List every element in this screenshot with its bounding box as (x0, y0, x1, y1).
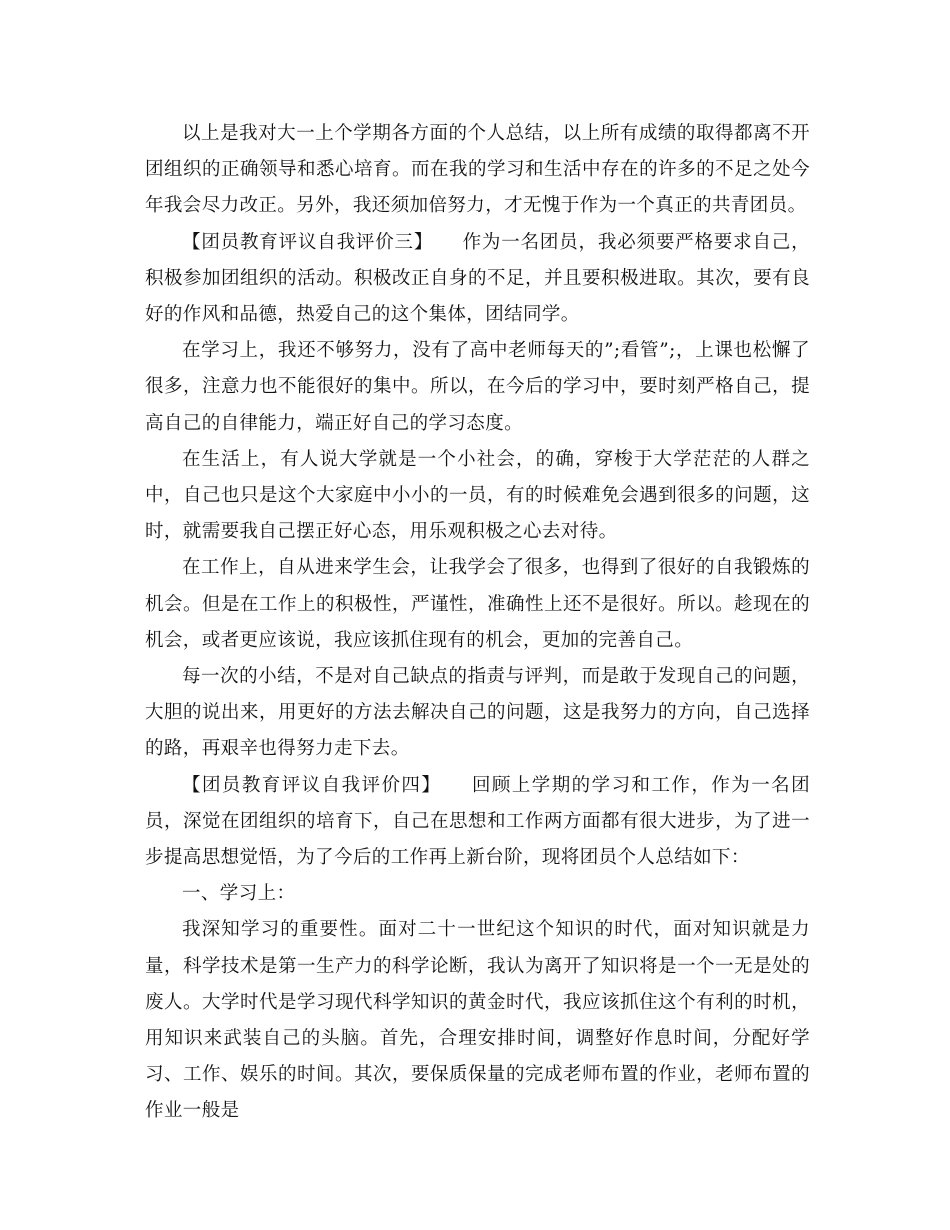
paragraph-summary-conclusion: 以上是我对大一上个学期各方面的个人总结，以上所有成绩的取得都离不开团组织的正确领导和悉心培育。而在我的学习和生活中存在的许多的不足之处今年我会尽力改正。另外，我还须加倍努力，才无愧于作为一个真正的共青团员。 (145, 123, 810, 217)
paragraph-study: 在学习上，我还不够努力，没有了高中老师每天的”;看管”;，上课也松懈了很多，注意力也不能很好的集中。所以，在今后的学习中，要时刻严格自己，提高自己的自律能力，端正好自己的学习态度。 (145, 340, 810, 434)
paragraph-self-evaluation-four: 【团员教育评议自我评价四】 回顾上学期的学习和工作，作为一名团员，深觉在团组织的培育下，自己在思想和工作两方面都有很大进步，为了进一步提高思想觉悟，为了今后的工作再上新台阶，现将团员个人总结如下： (145, 774, 810, 869)
paragraph-life: 在生活上，有人说大学就是一个小社会，的确，穿梭于大学茫茫的人群之中，自己也只是这个大家庭中小小的一员，有的时候难免会遇到很多的问题，这时，就需要我自己摆正好心态，用乐观积极之心去对待。 (145, 448, 810, 543)
paragraph-self-evaluation-three: 【团员教育评议自我评价三】 作为一名团员，我必须要严格要求自己，积极参加团组织的活动。积极改正自身的不足，并且要积极进取。其次，要有良好的作风和品德，热爱自己的这个集体，团结同学。 (145, 231, 810, 326)
section-heading-study: 一、学习上： (182, 883, 296, 905)
paragraph-reflection: 每一次的小结，不是对自己缺点的指责与评判，而是敢于发现自己的问题，大胆的说出来，用更好的方法去解决自己的问题，这是我努力的方向，自己选择的路，再艰辛也得努力走下去。 (145, 666, 810, 760)
document-body (145, 116, 810, 1130)
paragraph-work: 在工作上，自从进来学生会，让我学会了很多，也得到了很好的自我锻炼的机会。但是在工作上的积极性，严谨性，准确性上还不是很好。所以。趁现在的机会，或者更应该说，我应该抓住现有的机会，更加的完善自己。 (145, 557, 810, 651)
paragraph-study-importance: 我深知学习的重要性。面对二十一世纪这个知识的时代，面对知识就是力量，科学技术是第一生产力的科学论断，我认为离开了知识将是一个一无是处的废人。大学时代是学习现代科学知识的黄金时代，我应该抓住这个有利的时机，用知识来武装自己的头脑。首先，合理安排时间，调整好作息时间，分配好学习、工作、娱乐的时间。其次，要保质保量的完成老师布置的作业，老师布置的作业一般是 (145, 919, 810, 1122)
